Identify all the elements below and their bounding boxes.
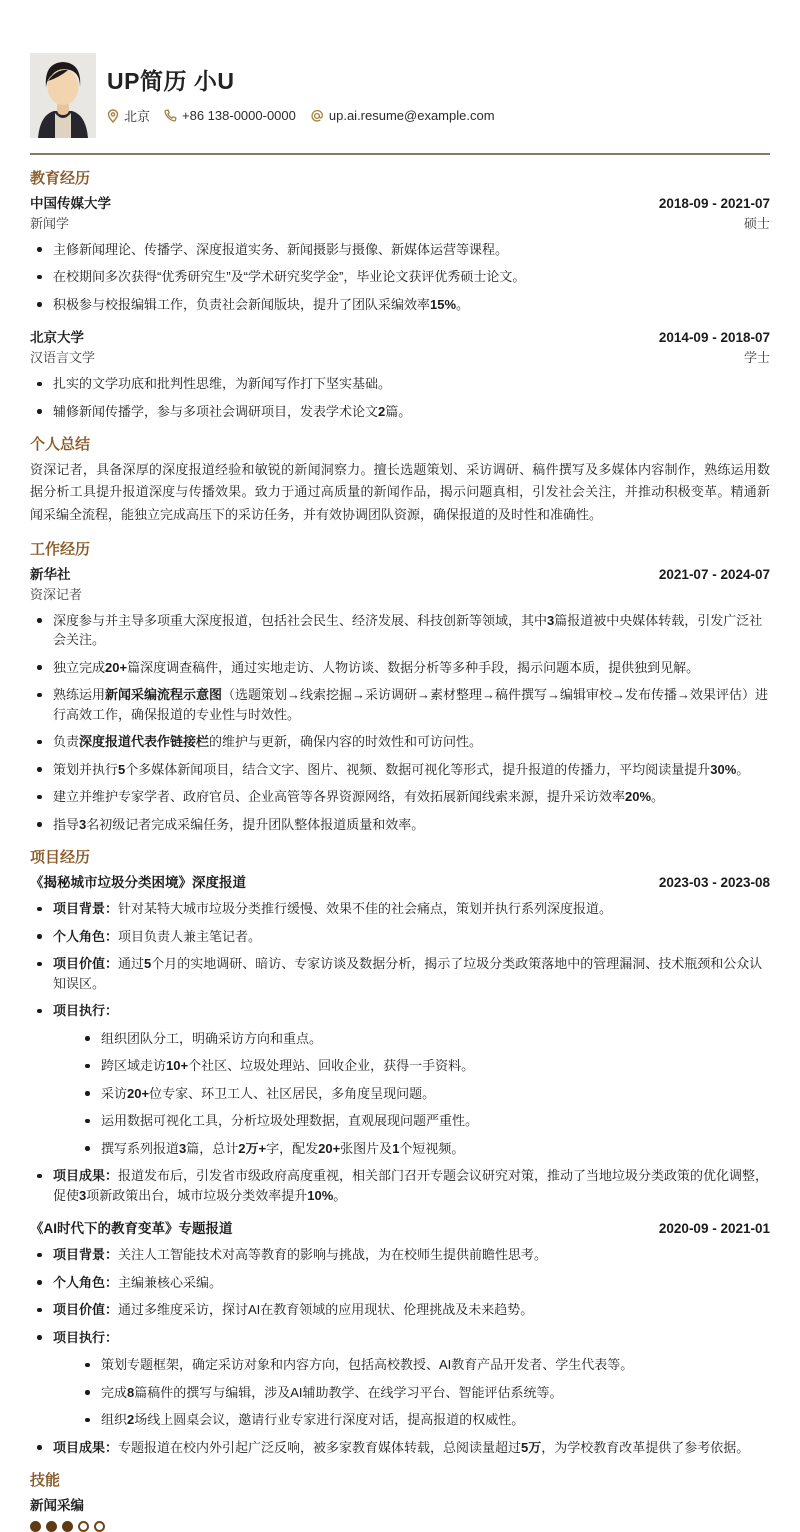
education-entry [30, 192, 770, 315]
bullet-item [30, 1245, 770, 1265]
bullet-list [30, 240, 770, 315]
skill-dots [30, 1521, 770, 1532]
work-entry [30, 563, 770, 835]
header-divider [30, 153, 770, 155]
major: 新闻学 [30, 215, 70, 231]
bullet-list [30, 1245, 770, 1457]
skill-dot [94, 1521, 105, 1532]
sub-bullet-list [79, 1355, 770, 1430]
date-range: 2021-07 - 2024-07 [658, 566, 770, 582]
profile-photo-illustration [30, 53, 96, 138]
date-range: 2014-09 - 2018-07 [658, 330, 770, 346]
education-section-title: 教育经历 [30, 170, 91, 187]
project-bullet-label: 项目背景： [53, 901, 119, 917]
project-name: 《AI时代下的教育变革》专题报道 [30, 1221, 233, 1237]
section-education [30, 170, 770, 421]
candidate-name: UP简历 小U [107, 68, 235, 94]
sub-bullet-item: 组织团队分工，明确采访方向和重点。 [79, 1029, 770, 1049]
sub-bullet-list [79, 1029, 770, 1159]
projects-section-title: 项目经历 [30, 849, 91, 867]
project-bullet-text: 通过多维度采访，探讨AI在教育领域的应用现状、伦理挑战及未来趋势。 [118, 1302, 534, 1318]
resume-header [30, 53, 770, 138]
phone-text: +86 138-0000-0000 [182, 108, 296, 124]
work-section-title: 工作经历 [30, 541, 91, 559]
sub-bullet-item: 组织2场线上圆桌会议，邀请行业专家进行深度对话，提高报道的权威性。 [79, 1410, 770, 1430]
location-text: 北京 [124, 109, 151, 125]
bullet-item: 熟练运用新闻采编流程示意图（选题策划→线索挖掘→采访调研→素材整理→稿件撰写→编辑审校→发布传播→效果评估）进行高效工作，确保报道的专业性与时效性。 [30, 685, 770, 724]
bullet-item: 扎实的文学功底和批判性思维，为新闻写作打下坚实基础。 [30, 374, 770, 394]
identity-block [107, 53, 503, 125]
bullet-item [30, 1273, 770, 1293]
degree: 学士 [743, 350, 770, 366]
bullet-item [30, 1300, 770, 1320]
bullet-item: 建立并维护专家学者、政府官员、企业高管等各界资源网络，有效拓展新闻线索来源，提升采访效率20%。 [30, 787, 770, 807]
date-range: 2023-03 - 2023-08 [658, 875, 770, 891]
date-range: 2018-09 - 2021-07 [658, 195, 770, 211]
email-text: up.ai.resume@example.com [328, 108, 495, 124]
sub-bullet-item: 策划专题框架，确定采访对象和内容方向，包括高校教授、AI教育产品开发者、学生代表等。 [79, 1355, 770, 1375]
project-bullet-text: 针对某特大城市垃圾分类推行缓慢、效果不佳的社会痛点，策划并执行系列深度报道。 [118, 901, 613, 917]
at-icon [310, 109, 324, 123]
bullet-item: 负责深度报道代表作链接栏的维护与更新，确保内容的时效性和可访问性。 [30, 732, 770, 752]
bullet-item [30, 954, 770, 993]
skill-name: 新闻采编 [30, 1497, 84, 1513]
bullet-item [30, 1001, 770, 1158]
project-bullet-label: 个人角色： [53, 1274, 119, 1290]
bullet-item: 策划并执行5个多媒体新闻项目，结合文字、图片、视频、数据可视化等形式，提升报道的传播力，平均阅读量提升30%。 [30, 760, 770, 780]
bullet-list [30, 899, 770, 1205]
bullet-item [30, 1166, 770, 1205]
bullet-item: 在校期间多次获得“优秀研究生”及“学术研究奖学金”，毕业论文获评优秀硕士论文。 [30, 267, 770, 287]
sub-bullet-item: 跨区域走访10+个社区、垃圾处理站、回收企业，获得一手资料。 [79, 1056, 770, 1076]
bullet-item [30, 1438, 770, 1458]
project-bullet-label: 项目成果： [53, 1168, 119, 1184]
bullet-item: 积极参与校报编辑工作，负责社会新闻版块，提升了团队采编效率15%。 [30, 295, 770, 315]
project-bullet-label: 个人角色： [53, 928, 119, 944]
bullet-item: 深度参与并主导多项重大深度报道，包括社会民生、经济发展、科技创新等领域，其中3篇报道被中央媒体转载，引发广泛社会关注。 [30, 611, 770, 650]
project-bullet-label: 项目价值： [53, 956, 119, 972]
section-skills [30, 1472, 770, 1532]
project-entry [30, 871, 770, 1205]
project-bullet-label: 项目成果： [53, 1439, 119, 1455]
date-range: 2020-09 - 2021-01 [658, 1221, 770, 1237]
bullet-list [30, 611, 770, 835]
project-bullet-text: 项目负责人兼主笔记者。 [118, 928, 262, 944]
bullet-item: 独立完成20+篇深度调查稿件，通过实地走访、人物访谈、数据分析等多种手段，揭示问题本质，提供独到见解。 [30, 658, 770, 678]
project-bullet-text: 报道发布后，引发省市级政府高度重视，相关部门召开专题会议研究对策，推动了当地垃圾分类政策的优化调整，促使3项新政策出台，城市垃圾分类效率提升10%。 [53, 1168, 769, 1203]
project-bullet-label: 项目执行： [53, 1003, 119, 1019]
section-projects [30, 849, 770, 1457]
contact-email [310, 108, 495, 123]
sub-bullet-item: 采访20+位专家、环卫工人、社区居民，多角度呈现问题。 [79, 1084, 770, 1104]
sub-bullet-item: 运用数据可视化工具，分析垃圾处理数据，直观展现问题严重性。 [79, 1111, 770, 1131]
project-bullet-text: 专题报道在校内外引起广泛反响，被多家教育媒体转载，总阅读量超过5万，为学校教育改革提供了参考依据。 [118, 1439, 750, 1455]
location-pin-icon [107, 109, 119, 123]
skill-dot [46, 1521, 57, 1532]
degree: 硕士 [743, 215, 770, 231]
bullet-item [30, 927, 770, 947]
contact-row [107, 106, 503, 125]
project-bullet-label: 项目背景： [53, 1247, 119, 1263]
section-summary [30, 436, 770, 526]
project-bullet-text: 通过5个月的实地调研、暗访、专家访谈及数据分析，揭示了垃圾分类政策落地中的管理漏洞、技术瓶颈和公众认知误区。 [53, 956, 763, 991]
bullet-item: 辅修新闻传播学，参与多项社会调研项目，发表学术论文2篇。 [30, 402, 770, 422]
school-name: 北京大学 [30, 330, 84, 346]
company-name: 新华社 [30, 566, 71, 582]
school-name: 中国传媒大学 [30, 195, 111, 211]
bullet-item: 主修新闻理论、传播学、深度报道实务、新闻摄影与摄像、新媒体运营等课程。 [30, 240, 770, 260]
bullet-list [30, 374, 770, 421]
summary-text: 资深记者，具备深厚的深度报道经验和敏锐的新闻洞察力。擅长选题策划、采访调研、稿件撰写及多媒体内容制作，熟练运用数据分析工具提升报道深度与传播效果。致力于通过高质量的新闻作品，揭示问题真相，引发社会关注，并推动积极变革。精通新闻采编全流程，能独立完成高压下的采访任务，并有效协调团队资源，确保报道的及时性和准确性。 [30, 462, 770, 522]
bullet-item: 指导3名初级记者完成采编任务，提升团队整体报道质量和效率。 [30, 815, 770, 835]
project-entry [30, 1217, 770, 1457]
project-bullet-text: 关注人工智能技术对高等教育的影响与挑战，为在校师生提供前瞻性思考。 [118, 1247, 548, 1263]
summary-section-title: 个人总结 [30, 436, 91, 454]
skill-dot [62, 1521, 73, 1532]
major: 汉语言文学 [30, 350, 96, 366]
job-title: 资深记者 [30, 586, 83, 602]
skill-dot [78, 1521, 89, 1532]
project-bullet-label: 项目执行： [53, 1329, 119, 1345]
sub-bullet-item: 完成8篇稿件的撰写与编辑，涉及AI辅助教学、在线学习平台、智能评估系统等。 [79, 1383, 770, 1403]
profile-photo [30, 53, 96, 138]
phone-icon [164, 109, 177, 122]
bullet-item [30, 899, 770, 919]
bullet-item [30, 1328, 770, 1430]
sub-bullet-item: 撰写系列报道3篇，总计2万+字，配发20+张图片及1个短视频。 [79, 1139, 770, 1159]
section-work [30, 541, 770, 834]
skills-section-title: 技能 [30, 1472, 61, 1490]
education-entry [30, 326, 770, 421]
contact-location [107, 106, 150, 125]
project-name: 《揭秘城市垃圾分类困境》深度报道 [30, 875, 246, 891]
project-bullet-label: 项目价值： [53, 1302, 119, 1318]
project-bullet-text: 主编兼核心采编。 [118, 1274, 223, 1290]
contact-phone [164, 108, 296, 123]
skill-dot [30, 1521, 41, 1532]
